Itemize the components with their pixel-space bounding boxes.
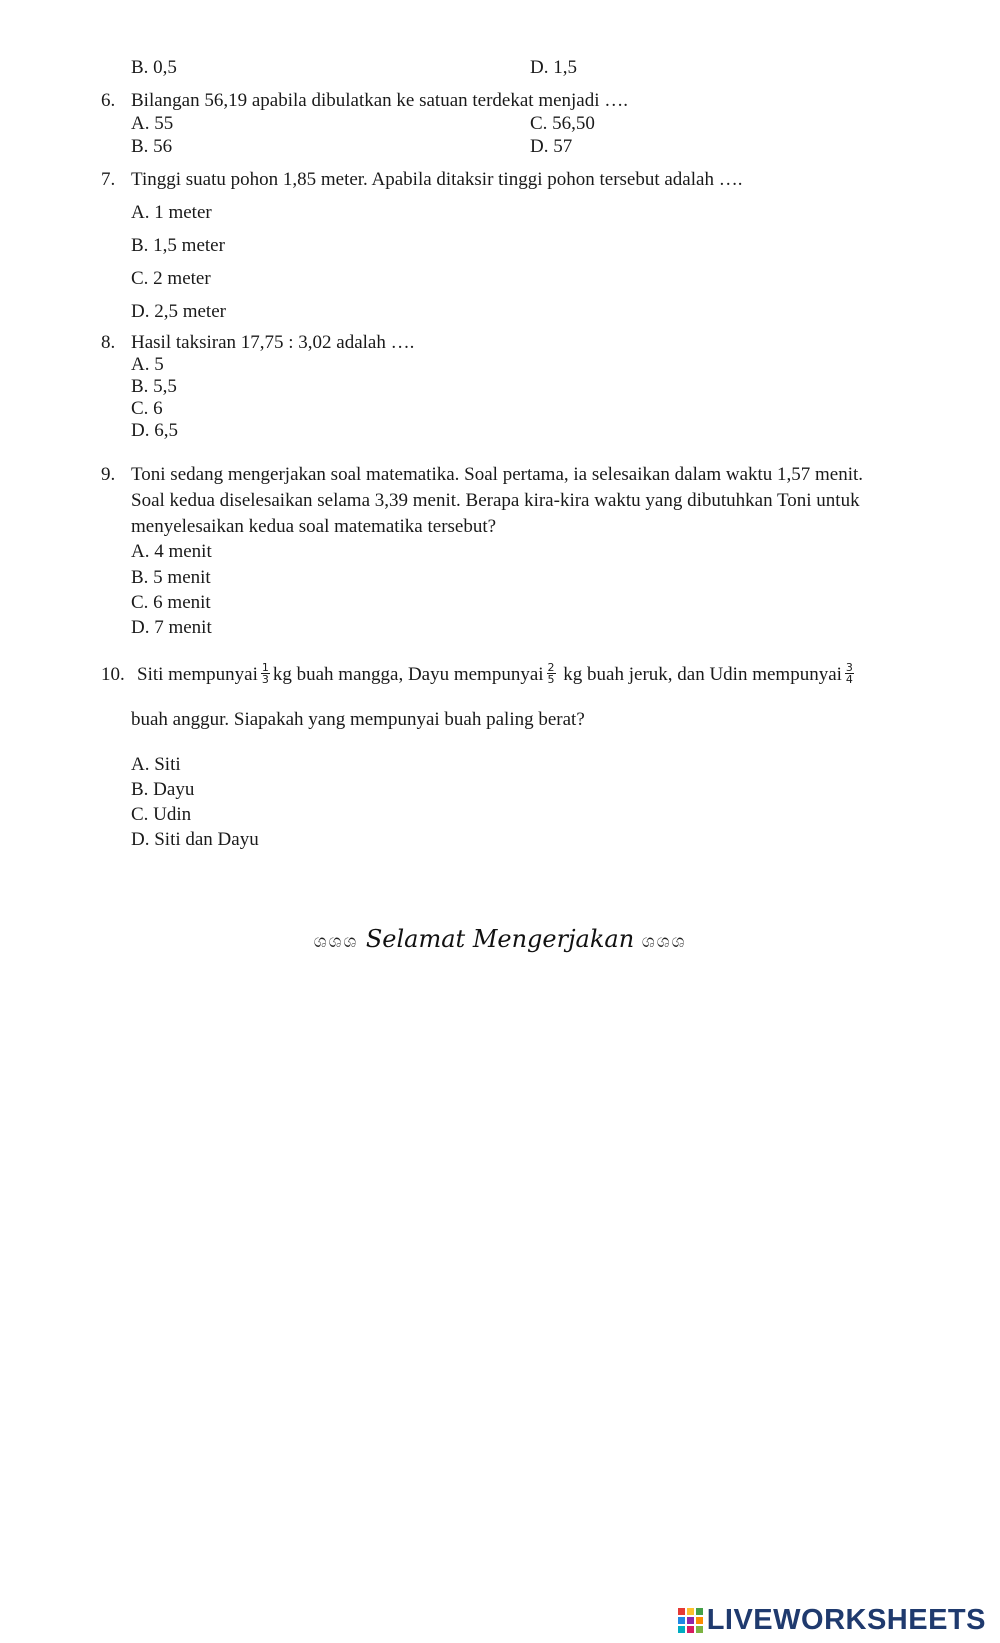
q10-option-a: A. Siti <box>131 754 181 775</box>
liveworksheets-logo <box>678 1604 986 1637</box>
q9-option-b: B. 5 menit <box>131 567 211 588</box>
q6-option-c: C. 56,50 <box>530 113 595 134</box>
logo-square <box>678 1608 685 1615</box>
ornament-left: ශශශ <box>313 931 359 952</box>
q6-option-a: A. 55 <box>131 113 174 134</box>
fraction-numerator: 3 <box>845 661 853 675</box>
q10-text-part1: Siti mempunyai <box>137 664 258 685</box>
q8-option-b: B. 5,5 <box>131 376 177 397</box>
q7-question: Tinggi suatu pohon 1,85 meter. Apabila ditaksir tinggi pohon tersebut adalah …. <box>131 169 743 190</box>
q6-question: Bilangan 56,19 apabila dibulatkan ke satuan terdekat menjadi …. <box>131 90 629 111</box>
fraction-denominator: 4 <box>845 673 853 687</box>
fraction-numerator: 1 <box>261 661 269 675</box>
q8-option-d: D. 6,5 <box>131 420 178 441</box>
q6-number: 6. <box>101 90 116 111</box>
q10-option-b: B. Dayu <box>131 779 195 800</box>
fraction-denominator: 3 <box>261 673 269 687</box>
fraction-two-fifths <box>547 662 556 685</box>
q7-option-a: A. 1 meter <box>131 202 212 223</box>
q6-option-b: B. 56 <box>131 136 173 157</box>
ornament-right: ශශශ <box>641 931 687 952</box>
q9-option-a: A. 4 menit <box>131 541 212 562</box>
q10-option-c: C. Udin <box>131 804 192 825</box>
q7-number: 7. <box>101 169 116 190</box>
logo-square <box>678 1626 685 1633</box>
q8-question: Hasil taksiran 17,75 : 3,02 adalah …. <box>131 332 415 353</box>
q10-question-line2: buah anggur. Siapakah yang mempunyai buah paling berat? <box>131 709 585 730</box>
logo-square <box>687 1626 694 1633</box>
q7-option-c: C. 2 meter <box>131 268 211 289</box>
logo-square <box>687 1608 694 1615</box>
fraction-three-quarters <box>845 662 854 685</box>
fraction-numerator: 2 <box>547 661 555 675</box>
q8-number: 8. <box>101 332 116 353</box>
fraction-denominator: 5 <box>547 673 555 687</box>
q6-option-d: D. 57 <box>530 136 573 157</box>
q8-option-a: A. 5 <box>131 354 164 375</box>
closing-message <box>0 925 1000 953</box>
fraction-one-third <box>261 662 270 685</box>
logo-square <box>696 1626 703 1633</box>
logo-square <box>687 1617 694 1624</box>
q9-option-d: D. 7 menit <box>131 617 212 638</box>
q10-option-d: D. Siti dan Dayu <box>131 829 259 850</box>
q7-option-b: B. 1,5 meter <box>131 235 225 256</box>
logo-square <box>678 1617 685 1624</box>
logo-grid-icon <box>678 1608 703 1633</box>
closing-text: Selamat Mengerjakan <box>365 925 635 953</box>
brand-name: LIVEWORKSHEETS <box>706 1604 986 1636</box>
q10-text-part2: kg buah mangga, Dayu mempunyai <box>272 664 544 685</box>
q9-question-line1: Toni sedang mengerjakan soal matematika. Soal pertama, ia selesaikan dalam waktu 1,57 menit. <box>131 464 864 485</box>
q9-question-line2: Soal kedua diselesaikan selama 3,39 menit. Berapa kira-kira waktu yang dibutuhkan Toni untuk <box>131 490 860 511</box>
q10-question-line1 <box>137 663 857 687</box>
q10-text-part3: kg buah jeruk, dan Udin mempunyai <box>563 664 842 685</box>
q10-number: 10. <box>101 664 125 685</box>
q5-option-b: B. 0,5 <box>131 57 177 78</box>
q9-question-line3: menyelesaikan kedua soal matematika tersebut? <box>131 516 497 537</box>
q7-option-d: D. 2,5 meter <box>131 301 226 322</box>
q5-option-d: D. 1,5 <box>530 57 577 78</box>
logo-square <box>696 1608 703 1615</box>
q8-option-c: C. 6 <box>131 398 163 419</box>
q9-number: 9. <box>101 464 116 485</box>
q9-option-c: C. 6 menit <box>131 592 211 613</box>
logo-square <box>696 1617 703 1624</box>
